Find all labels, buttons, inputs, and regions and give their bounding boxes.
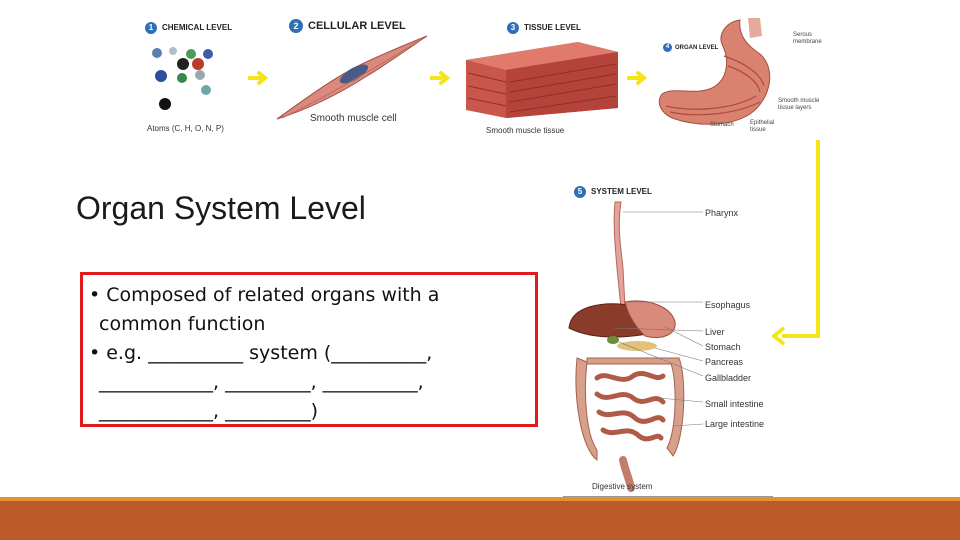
stomach-illustration: [652, 16, 778, 130]
level-number-badge: 4: [663, 43, 672, 52]
system-level-heading: [574, 186, 652, 198]
pharynx-label: Pharynx: [705, 208, 739, 218]
bullet-line-1: • Composed of related organs with a: [89, 284, 440, 306]
smooth-muscle-cell-illustration: [272, 34, 432, 124]
level-number-badge: 3: [507, 22, 519, 34]
stomach-label: Stomach: [705, 342, 741, 352]
bullet-box: [80, 272, 538, 427]
liver-label: Liver: [705, 327, 725, 337]
level-number-badge: 5: [574, 186, 586, 198]
pancreas-label: Pancreas: [705, 357, 744, 367]
chemical-level-heading: [145, 22, 232, 34]
level-number-badge: 2: [289, 19, 303, 33]
bullet-line-2: common function: [99, 313, 266, 335]
organ-level-title: ORGAN LEVEL: [675, 45, 719, 52]
smooth-muscle-tissue-illustration: [458, 38, 624, 120]
arrow-icon: [627, 70, 649, 86]
level-number-badge: 1: [145, 22, 157, 34]
tissue-level-title: TISSUE LEVEL: [524, 23, 581, 33]
serous-membrane-label: Serous membrane: [793, 32, 822, 45]
epithelial-tissue-label: Epithelial tissue: [750, 120, 775, 133]
smooth-muscle-tissue-caption: Smooth muscle tissue: [486, 126, 565, 135]
arrow-icon: [248, 70, 270, 86]
smooth-muscle-layers-label: Smooth muscle tissue layers: [778, 98, 820, 111]
cellular-level-heading: [289, 19, 406, 33]
bullet-line-4: ____________, _________, __________,: [99, 371, 424, 393]
bullet-line-5: ____________, _________): [99, 400, 318, 422]
digestive-system-caption: Digestive system: [592, 482, 653, 491]
digestive-system-illustration: [563, 198, 775, 498]
tissue-level-heading: [507, 22, 581, 34]
atoms-illustration: [145, 40, 225, 120]
arrow-icon: [430, 70, 452, 86]
stomach-organ-label: Stomach: [710, 122, 734, 128]
esophagus-label: Esophagus: [705, 300, 751, 310]
gallbladder-label: Gallbladder: [705, 373, 752, 383]
system-level-title: SYSTEM LEVEL: [591, 187, 652, 197]
bullet-line-3: • e.g. __________ system (__________,: [89, 342, 433, 364]
chemical-level-title: CHEMICAL LEVEL: [162, 23, 233, 33]
large-intestine-label: Large intestine: [705, 419, 765, 429]
slide-title: Organ System Level: [76, 190, 366, 226]
small-intestine-label: Small intestine: [705, 399, 764, 409]
atoms-caption: Atoms (C, H, O, N, P): [147, 124, 224, 133]
cellular-level-title: CELLULAR LEVEL: [308, 19, 406, 32]
connector-arrow-icon: [770, 140, 822, 350]
smooth-muscle-cell-caption: Smooth muscle cell: [310, 113, 397, 124]
bottom-accent-bar: [0, 497, 960, 540]
